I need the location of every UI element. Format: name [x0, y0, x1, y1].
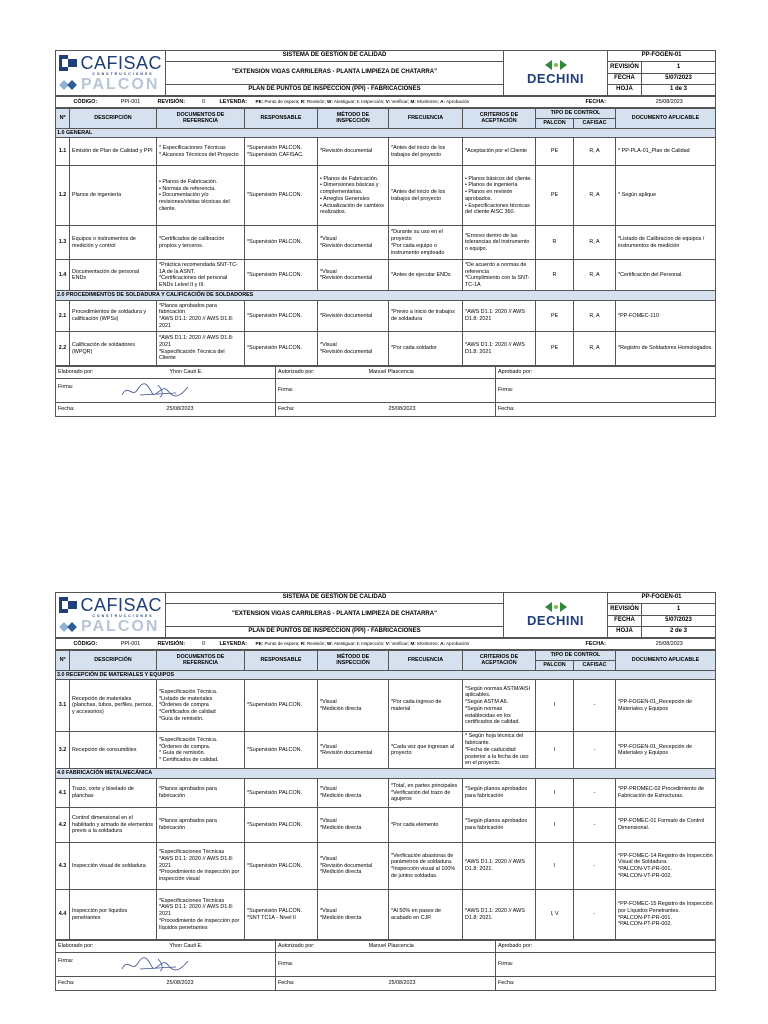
handwritten-signature [118, 955, 198, 975]
col-responsable: RESPONSABLE [245, 651, 318, 671]
meta-revision-value: 0 [190, 639, 218, 650]
fecha-label: FECHA [608, 616, 642, 627]
row-description: Inspección visual de soldadura [70, 843, 157, 890]
row-number: 4.4 [56, 890, 70, 940]
row-criteria: *Según planos aprobados para fabricación [463, 808, 536, 843]
row-cafisac-control: R, A [574, 226, 616, 260]
palcon-logo-icon [59, 622, 77, 632]
table-row [56, 166, 716, 226]
row-method: *Visual *Revisión documental *Medición directa [318, 843, 389, 890]
system-title: SISTEMA DE GESTIÓN DE CALIDAD [166, 51, 504, 62]
section-header-row [56, 128, 716, 138]
row-description: Emisión de Plan de Calidad y PPI [70, 138, 157, 166]
cafisac-logo-text: CAFISAC [80, 52, 162, 73]
row-description: Equipos o instrumentos de medición y control [70, 226, 157, 260]
doc-code: PP-FOGEN-01 [608, 51, 716, 62]
row-criteria: *Según normas ASTM/AISI aplicables. *Según ASTM A6. *Según normas establecidas en los certificados de calidad. [463, 680, 536, 732]
row-number: 1.4 [56, 260, 70, 291]
row-responsible: *Supervisión PALCON. *SNT TC1A - Nivel II [245, 890, 318, 940]
meta-revision-value: 0 [190, 97, 218, 108]
col-documento-aplicable: DOCUMENTO APLICABLE [616, 651, 716, 671]
firma-autorizado: Firma: [276, 953, 496, 977]
system-title: SISTEMA DE GESTIÓN DE CALIDAD [166, 593, 504, 604]
section-header-row [56, 769, 716, 779]
leyenda-label: LEYENDA: [218, 639, 254, 650]
row-documents: *Planos aprobados para fabricación [157, 779, 245, 808]
row-responsible: *Supervisión PALCON. [245, 332, 318, 366]
meta-fecha-label: FECHA: [584, 97, 624, 108]
row-applicable-document: *Registro de Soldadores Homologados. [616, 332, 716, 366]
aprobado-cell: Aprobado por: [496, 367, 716, 379]
meta-fecha-label: FECHA: [584, 639, 624, 650]
palcon-logo-icon [59, 80, 77, 90]
table-row [56, 680, 716, 732]
row-applicable-document: *PP-FOGEN-01_Recepción de Materiales y Equipos [616, 732, 716, 769]
row-palcon-control: R [536, 226, 574, 260]
row-frequency: *Durante su uso en el proyecto *Por cada equipo o instrumento empleado [389, 226, 463, 260]
row-applicable-document: *PP-FOMEC-15 Registro de Inspección por Líquidos Penetrantes. *PALCON-PT-PR-001. *PALCON-PT-PR-002. [616, 890, 716, 940]
codigo-value: PPI-001 [106, 639, 156, 650]
cafisac-logo-icon [59, 55, 78, 71]
col-criterios: CRITERIOS DE ACEPTACIÓN [463, 109, 536, 129]
col-documento-aplicable: DOCUMENTO APLICABLE [616, 109, 716, 129]
table-row [56, 138, 716, 166]
row-frequency: *Antes del inicio de los trabajos del proyecto [389, 166, 463, 226]
meta-fecha-value: 25/08/2023 [624, 639, 716, 650]
row-responsible: *Supervisión PALCON. [245, 808, 318, 843]
row-responsible: *Supervisión PALCON. [245, 166, 318, 226]
row-applicable-document: *PP-FOMEC-110 [616, 301, 716, 332]
row-palcon-control: I [536, 843, 574, 890]
cafisac-logo [56, 594, 165, 614]
row-method: *Revisión documental [318, 301, 389, 332]
row-applicable-document: * PP-PLA-01_Plan de Calidad [616, 138, 716, 166]
codigo-value: PPI-001 [106, 97, 156, 108]
table-row [56, 301, 716, 332]
row-cafisac-control: R, A [574, 260, 616, 291]
row-cafisac-control: - [574, 890, 616, 940]
row-applicable-document: *PP-PROMEC-02 Procedimiento de Fabricación de Estructuras. [616, 779, 716, 808]
row-cafisac-control: - [574, 808, 616, 843]
section-title: 1.0 GENERAL [56, 128, 716, 138]
table-row [56, 732, 716, 769]
col-metodo: MÉTODO DE INSPECCIÓN [318, 651, 389, 671]
row-responsible: *Supervisión PALCON. [245, 301, 318, 332]
hoja-label: HOJA [608, 627, 642, 638]
row-method: *Visual *Revisión documental [318, 226, 389, 260]
row-cafisac-control: - [574, 779, 616, 808]
codigo-label: CÓDIGO: [72, 639, 106, 650]
revision-value: 1 [642, 61, 716, 73]
fecha-aprobado: Fecha: [496, 977, 716, 991]
col-frecuencia: FRECUENCIA [389, 651, 463, 671]
aprobado-cell: Aprobado por: [496, 941, 716, 953]
row-method: *Visual *Revisión documental [318, 332, 389, 366]
fecha-autorizado: Fecha: 25/08/2023 [276, 403, 496, 417]
row-palcon-control: R [536, 260, 574, 291]
cafisac-logo-subtext: CONSTRUCCIONES [92, 613, 154, 618]
firma-elaborado: Firma: [56, 953, 276, 977]
table-row [56, 843, 716, 890]
row-criteria: *AWS D1.1: 2020 // AWS D1.8: 2021 [463, 301, 536, 332]
meta-fecha-value: 25/08/2023 [624, 97, 716, 108]
row-criteria: *AWS D1.1: 2020 // AWS D1.8: 2021. [463, 843, 536, 890]
section-title: 4.0 FABRICACIÓN METALMECÁNICA [56, 769, 716, 779]
row-palcon-control: I [536, 732, 574, 769]
table-row [56, 779, 716, 808]
cafisac-palcon-logo [56, 593, 166, 638]
row-frequency: *Por cada elemento [389, 808, 463, 843]
row-number: 4.3 [56, 843, 70, 890]
autorizado-cell: Autorizado por: Manuel Plascencia [276, 941, 496, 953]
row-palcon-control: I [536, 779, 574, 808]
plan-title: PLAN DE PUNTOS DE INSPECCIÓN (PPI) - FABRICACIONES [166, 85, 504, 96]
row-method: *Visual *Revisión documental [318, 260, 389, 291]
row-palcon-control: I [536, 808, 574, 843]
row-number: 1.3 [56, 226, 70, 260]
hoja-value: 2 de 3 [642, 627, 716, 638]
hoja-label: HOJA [608, 85, 642, 96]
col-palcon: PALCON [536, 660, 574, 670]
row-responsible: *Supervisión PALCON. [245, 226, 318, 260]
row-criteria: * Según hoja técnica del fabricante. *Fecha de caducidad posterior a la fecha de uso en el proyecto. [463, 732, 536, 769]
row-number: 4.1 [56, 779, 70, 808]
row-cafisac-control: - [574, 680, 616, 732]
row-frequency: *Por cada soldador [389, 332, 463, 366]
revision-label: REVISIÓN [608, 603, 642, 615]
row-method: *Revisión documental [318, 138, 389, 166]
row-frequency: *Al 50% en pases de acabado en CJP. [389, 890, 463, 940]
row-number: 2.1 [56, 301, 70, 332]
col-n: Nº [56, 109, 70, 129]
hoja-value: 1 de 3 [642, 85, 716, 96]
row-documents: *Práctica recomendada SNT-TC-1A de la ASNT. *Certificaciones del personal ENDs Lelvel II y III. [157, 260, 245, 291]
meta-revision-label: REVISIÓN: [156, 639, 190, 650]
row-method: *Visual *Medición directa [318, 680, 389, 732]
fecha-elaborado: Fecha: 25/08/2023 [56, 403, 276, 417]
col-descripcion: DESCRIPCIÓN [70, 109, 157, 129]
table-body-page-1 [56, 128, 716, 366]
row-palcon-control: PE [536, 301, 574, 332]
row-number: 1.1 [56, 138, 70, 166]
dechini-logo-icon [545, 602, 567, 612]
firma-aprobado: Firma: [496, 379, 716, 403]
row-documents: *Especificaciones Técnicas *AWS D1.1: 2020 // AWS D1.8: 2021 *Procedimiento de inspección por inspección visual [157, 843, 245, 890]
palcon-logo [56, 76, 165, 94]
row-cafisac-control: R, A [574, 332, 616, 366]
row-description: Procedimientos de soldadura y calificación (WPSs) [70, 301, 157, 332]
table-row [56, 890, 716, 940]
cafisac-logo-icon [59, 597, 78, 613]
dechini-logo-icon [545, 60, 567, 70]
document-meta [55, 638, 716, 650]
section-title: 3.0 RECEPCIÓN DE MATERIALES Y EQUIPOS [56, 670, 716, 680]
row-responsible: *Supervisión PALCON. [245, 843, 318, 890]
row-description: Trazo, corte y biselado de planchas [70, 779, 157, 808]
row-cafisac-control: R, A [574, 166, 616, 226]
firma-aprobado: Firma: [496, 953, 716, 977]
row-documents: *Planos aprobados para fabricación *AWS D1.1: 2020 // AWS D1.8: 2021 [157, 301, 245, 332]
row-documents: * Especificaciones Técnicas * Alcances Técnicos del Proyecto [157, 138, 245, 166]
firma-elaborado: Firma: [56, 379, 276, 403]
table-body-page-2 [56, 670, 716, 940]
row-cafisac-control: - [574, 732, 616, 769]
fecha-elaborado: Fecha: 25/08/2023 [56, 977, 276, 991]
dechini-logo [504, 51, 608, 96]
document-header [55, 50, 716, 96]
row-palcon-control: I, V [536, 890, 574, 940]
row-criteria: *AWS D1.1: 2020 // AWS D1.8: 2021. [463, 890, 536, 940]
autorizado-cell: Autorizado por: Manuel Plascencia [276, 367, 496, 379]
row-frequency: *Previo a inicio de trabajos de soldadura [389, 301, 463, 332]
col-responsable: RESPONSABLE [245, 109, 318, 129]
col-frecuencia: FRECUENCIA [389, 109, 463, 129]
ppi-page-1 [55, 50, 715, 417]
dechini-logo-text: DECHINI [527, 70, 584, 86]
project-title: "EXTENSION VIGAS CARRILERAS - PLANTA LIMPIEZA DE CHATARRA" [166, 603, 504, 626]
project-title: "EXTENSION VIGAS CARRILERAS - PLANTA LIMPIEZA DE CHATARRA" [166, 61, 504, 84]
cafisac-logo-text: CAFISAC [80, 594, 162, 615]
row-applicable-document: * Según aplique [616, 166, 716, 226]
table-row [56, 332, 716, 366]
col-tipo-control: TIPO DE CONTROL [536, 109, 616, 119]
doc-code: PP-FOGEN-01 [608, 593, 716, 604]
row-documents: *Especificación Técnica. *Órdenes de compra. * Guía de remisión. * Certificados de calidad. [157, 732, 245, 769]
row-applicable-document: *Certificación del Personal. [616, 260, 716, 291]
document-meta [55, 96, 716, 108]
row-method: • Planos de Fabricación. • Dimensiones básicas y complementarias. • Arreglos Generales • Actualización de cambios realizados. [318, 166, 389, 226]
col-cafisac: CAFISAC [574, 660, 616, 670]
revision-label: REVISIÓN [608, 61, 642, 73]
row-number: 3.1 [56, 680, 70, 732]
fecha-aprobado: Fecha: [496, 403, 716, 417]
row-description: Calificación de soldadores (WPQR) [70, 332, 157, 366]
row-frequency: *Antes de ejecutar ENDs [389, 260, 463, 291]
row-criteria: *De acuerdo a normas de referencia *Cumplimiento con la SNT-TC-1A [463, 260, 536, 291]
ppi-page-2 [55, 592, 715, 991]
row-documents: *Planos aprobados para fabricación [157, 808, 245, 843]
row-number: 4.2 [56, 808, 70, 843]
leyenda-label: LEYENDA: [218, 97, 254, 108]
dechini-logo [504, 593, 608, 638]
row-description: Recepción de consumibles [70, 732, 157, 769]
row-responsible: *Supervisión PALCON. [245, 779, 318, 808]
row-frequency: *Total, en partes principales *Verificación del trazo de agujeros [389, 779, 463, 808]
col-tipo-control: TIPO DE CONTROL [536, 651, 616, 661]
fecha-label: FECHA [608, 74, 642, 85]
row-cafisac-control: R, A [574, 301, 616, 332]
col-palcon: PALCON [536, 118, 574, 128]
row-description: Inspección por líquidos penetrantes [70, 890, 157, 940]
col-metodo: MÉTODO DE INSPECCIÓN [318, 109, 389, 129]
row-frequency: *Verificación abastoras de parámetros de soldadura. *Inspección visual al 100% de juntos soldadas. [389, 843, 463, 890]
row-palcon-control: I [536, 680, 574, 732]
col-documentos: DOCUMENTOS DE REFERENCIA [157, 109, 245, 129]
row-cafisac-control: R, A [574, 138, 616, 166]
signature-block-page-1 [55, 366, 716, 417]
section-title: 2.0 PROCEDIMIENTOS DE SOLDADURA Y CALIFICACIÓN DE SOLDADORES [56, 291, 716, 301]
row-responsible: *Supervisión PALCON. [245, 732, 318, 769]
col-descripcion: DESCRIPCIÓN [70, 651, 157, 671]
firma-autorizado: Firma: [276, 379, 496, 403]
dechini-logo-text: DECHINI [527, 612, 584, 628]
row-documents: *Especificación Técnica. *Listado de materiales *Órdenes de compra *Certificados de calidad *Guía de remisión. [157, 680, 245, 732]
handwritten-signature [118, 381, 198, 401]
row-number: 1.2 [56, 166, 70, 226]
row-palcon-control: PE [536, 138, 574, 166]
meta-revision-label: REVISIÓN: [156, 97, 190, 108]
codigo-label: CÓDIGO: [72, 97, 106, 108]
row-applicable-document: *PP-FOMEC-01 Formato de Control Dimensional. [616, 808, 716, 843]
row-number: 3.2 [56, 732, 70, 769]
table-row [56, 808, 716, 843]
row-applicable-document: *PP-FOGEN-01_Recepción de Materiales y Equipos [616, 680, 716, 732]
col-criterios: CRITERIOS DE ACEPTACIÓN [463, 651, 536, 671]
row-palcon-control: PE [536, 332, 574, 366]
row-applicable-document: *PP-FOMEC-14 Registro de Inspección Visual de Soldadura. *PALCON-VT-PR-001. *PALCON-VT-PR-002. [616, 843, 716, 890]
table-row [56, 226, 716, 260]
inspection-table-page-1 [55, 108, 716, 366]
elaborado-cell: Elaborado por: Yhon Cauti E. [56, 941, 276, 953]
fecha-value: 5/07/2023 [642, 74, 716, 85]
leyenda-text: PE: Punto de espera; R: Revisión; W: Atestiguar; I: Inspección; V: Verificar; M: Monitoreo; A: Aprobación [254, 639, 584, 650]
row-method: *Visual *Medición directa [318, 779, 389, 808]
row-documents: *Certificados de calibración propios y terceros. [157, 226, 245, 260]
fecha-value: 5/07/2023 [642, 616, 716, 627]
row-description: Control dimensional en el habilitado y armado de elementos previo a la soldadura [70, 808, 157, 843]
row-responsible: *Supervisión PALCON. *Supervisión CAFISAC. [245, 138, 318, 166]
row-description: Documentación de personal ENDs [70, 260, 157, 291]
row-documents: *AWS D1.1: 2020 // AWS D1.8: 2021 *Especificación Técnica del Cliente [157, 332, 245, 366]
section-header-row [56, 670, 716, 680]
row-responsible: *Supervisión PALCON. [245, 680, 318, 732]
cafisac-logo-subtext: CONSTRUCCIONES [92, 71, 154, 76]
row-documents: • Planos de Fabricación. • Normas de referencia. • Documentación y/o revisiones/visitas técnicas del cliente. [157, 166, 245, 226]
row-criteria: *Errores dentro de las tolerancias del instrumento o equipo. [463, 226, 536, 260]
signature-block-page-2 [55, 940, 716, 991]
row-criteria: • Planos básicos del cliente. • Planos de ingeniería • Planos en revisión aprobados. • Especificaciones técnicas del cliente AISC 360. [463, 166, 536, 226]
row-criteria: *AWS D1.1: 2020 // AWS D1.8: 2021 [463, 332, 536, 366]
revision-value: 1 [642, 603, 716, 615]
row-method: *Visual *Medición directa [318, 808, 389, 843]
inspection-table-page-2 [55, 650, 716, 940]
row-method: *Visual *Medición directa [318, 890, 389, 940]
section-header-row [56, 291, 716, 301]
table-row [56, 260, 716, 291]
elaborado-cell: Elaborado por: Yhon Cauti E. [56, 367, 276, 379]
leyenda-text: PE: Punto de espera; R: Revisión; W: Atestiguar; I: Inspección; V: Verificar; M: Monitoreo; A: Aprobación [254, 97, 584, 108]
plan-title: PLAN DE PUNTOS DE INSPECCIÓN (PPI) - FABRICACIONES [166, 627, 504, 638]
row-description: Recepción de materiales (planchas, tubos, perfiles, pernos, y accesorios) [70, 680, 157, 732]
row-number: 2.2 [56, 332, 70, 366]
row-frequency: *Por cada ingreso de material [389, 680, 463, 732]
cafisac-palcon-logo [56, 51, 166, 96]
col-cafisac: CAFISAC [574, 118, 616, 128]
palcon-logo [56, 618, 165, 636]
row-criteria: *Según planos aprobados para fabricación [463, 779, 536, 808]
palcon-logo-text: PALCON [81, 618, 160, 636]
row-criteria: *Aceptación por el Cliente [463, 138, 536, 166]
row-frequency: *Cada vez que ingresan al proyecto [389, 732, 463, 769]
col-n: Nº [56, 651, 70, 671]
row-applicable-document: *Listado de Calibracion de equipos / instrumentos de medición [616, 226, 716, 260]
row-frequency: *Antes del inicio de los trabajos del proyecto [389, 138, 463, 166]
row-palcon-control: PE [536, 166, 574, 226]
palcon-logo-text: PALCON [81, 76, 160, 94]
row-documents: *Especificaciones Técnicas *AWS D1.1: 2020 // AWS D1.8: 2021 *Procedimiento de inspección por líquidos penetrantes [157, 890, 245, 940]
row-responsible: *Supervisión PALCON. [245, 260, 318, 291]
document-header [55, 592, 716, 638]
row-method: *Visual *Revisión documental [318, 732, 389, 769]
row-description: Planos de ingeniería [70, 166, 157, 226]
cafisac-logo [56, 52, 165, 72]
row-cafisac-control: - [574, 843, 616, 890]
col-documentos: DOCUMENTOS DE REFERENCIA [157, 651, 245, 671]
fecha-autorizado: Fecha: 25/08/2023 [276, 977, 496, 991]
